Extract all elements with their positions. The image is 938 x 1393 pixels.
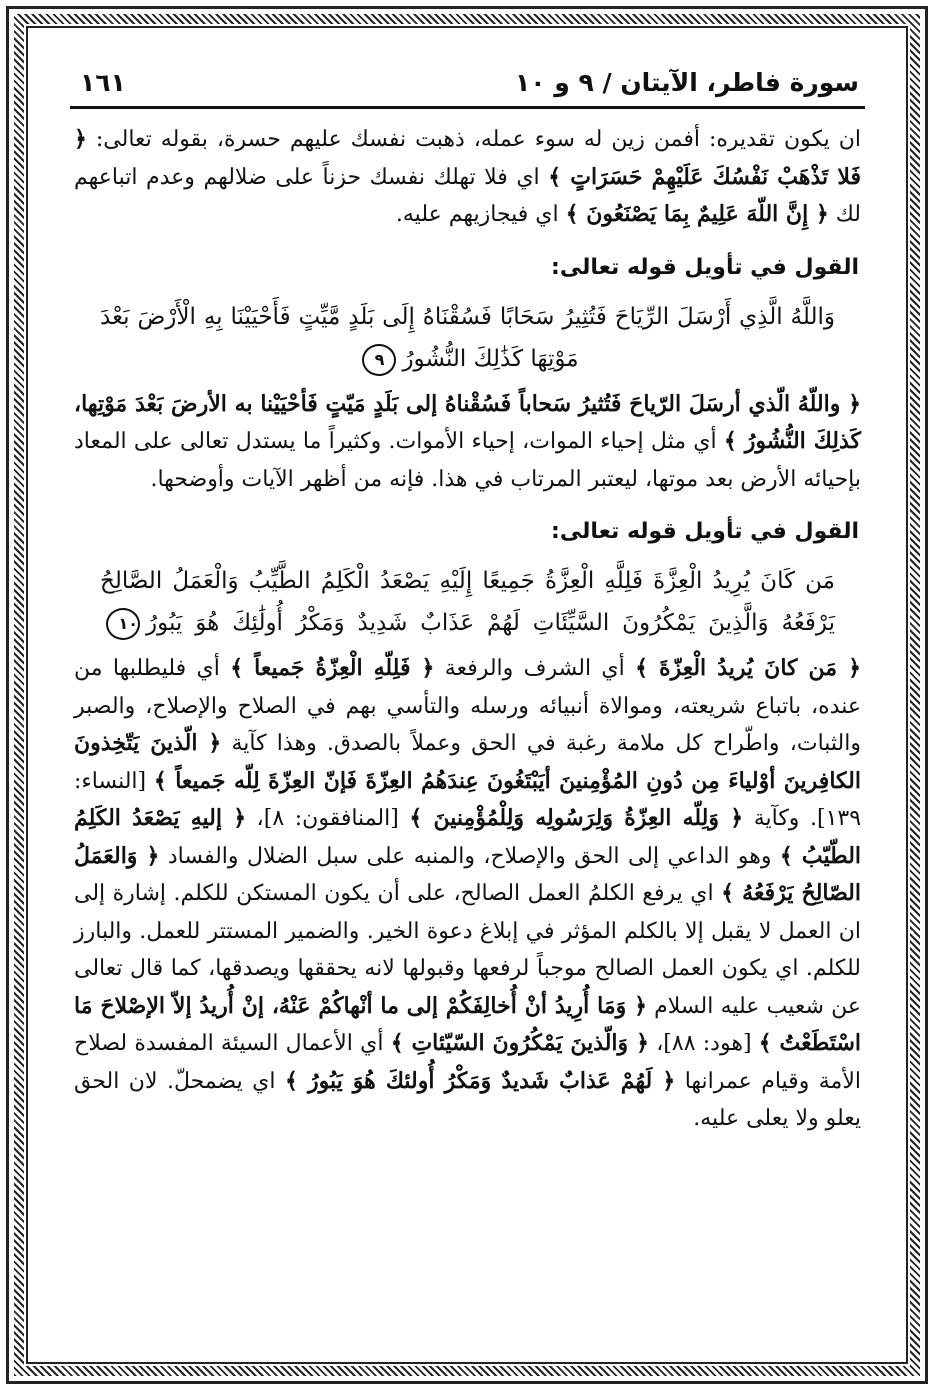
- verse-9-line-2: [100, 338, 835, 380]
- quran-quote: ﴿ إِنَّ اللّهَ عَلِيمٌ بِمَا يَصْنَعُونَ ﴾: [565, 201, 829, 227]
- section-heading-1: القول في تأويل قوله تعالى:: [551, 254, 859, 280]
- book-page: [70, 60, 865, 1350]
- paragraph-2: [70, 386, 865, 499]
- verse-9-line-2-text: مَوْتِهَا كَذَٰلِكَ النُّشُورُ: [402, 345, 579, 372]
- verse-9-block: [100, 296, 835, 380]
- quran-quote: ﴿ وَالّذينَ يَمْكُرُونَ السّيّئاتِ ﴾: [390, 1030, 649, 1056]
- paragraph-3: [70, 650, 865, 1138]
- ayah-number-badge: ١٠: [106, 608, 140, 640]
- paragraph-1-text-1: ان يكون تقديره: أفمن زين له سوء عمله، ذهبت نفسك عليهم حسرة، بقوله تعالى:: [86, 127, 861, 152]
- verse-9-line-1: وَاللَّهُ الَّذِي أَرْسَلَ الرِّيَاحَ فَتُثِيرُ سَحَابًا فَسُقْنَاهُ إِلَى بَلَدٍ مَّيِّتٍ فَأَحْيَيْنَا بِهِ الْأَرْضَ بَعْدَ: [100, 303, 835, 330]
- quran-quote: ﴿ وَلِلّه العِزّةُ وَلِرَسُولِه وَلِلْمُؤْمِنينَ ﴾: [409, 805, 744, 831]
- paragraph-1-text-3: اي فيجازيهم عليه.: [395, 202, 566, 227]
- paragraph-3-text: أي الأعمال السيئة المفسدة لصلاح الأمة وقيام عمرانها: [74, 1031, 861, 1094]
- paragraph-1-text-2: اي فلا تهلك نفسك حزناً على ضلالهم وعدم اتباعهم لك: [74, 164, 861, 227]
- paragraph-3-text: اي يضمحلّ. لان الحق يعلو ولا يعلى عليه.: [74, 1068, 861, 1131]
- quran-quote: ﴿ إليهِ يَصْعَدُ الكَلِمُ الطّيّبُ ﴾: [74, 805, 862, 869]
- quran-quote: ﴿ وَمَا أُرِيدُ أنْ أُخالِفَكُمْ إلى ما أنْهاكُمْ عَنْهُ، إنْ أُريدُ إلاّ الإصْلاحَ مَا اسْتَطَعْتُ ﴾: [74, 992, 862, 1056]
- quran-quote: ﴿ وَالعَمَلُ الصّالِحُ يَرْفَعُهُ ﴾: [74, 842, 861, 906]
- quran-quote: ﴿ فَلا تَذْهَبْ نَفْسُكَ عَلَيْهِمْ حَسَرَاتٍ ﴾: [74, 126, 861, 190]
- running-title: سورة فاطر، الآيتان / ٩ و ١٠: [515, 68, 859, 97]
- section-heading-2: القول في تأويل قوله تعالى:: [551, 519, 859, 544]
- paragraph-3-text: أي الشرف والرفعة: [434, 656, 636, 681]
- quran-quote: ﴿ واللّهُ الّذي أرسَلَ الرّياحَ فَتُثيرُ سَحاباً فَسُقْناهُ إلى بَلَدٍ مَيّتٍ فَأحْيَيْنا به الأرضَ بَعْدَ مَوْتِها، كَذلِكَ النُّشُورُ ﴾: [74, 390, 861, 454]
- paragraph-2-text-1: أي مثل إحياء الموات، إحياء الأموات. وكثيراً ما يستدل تعالى على المعاد بإحيائه الأرض بعد موتها، ليعتبر المرتاب في هذا. فإنه من أظهر الآيات وأوضحها.: [74, 429, 861, 492]
- paragraph-3-text: [المنافقون: ٨]،: [246, 806, 410, 831]
- verse-10-line-1: مَن كَانَ يُرِيدُ الْعِزَّةَ فَلِلَّهِ الْعِزَّةُ جَمِيعًا إِلَيْهِ يَصْعَدُ الْكَلِمُ الطَّيِّبُ وَالْعَمَلُ الصَّالِحُ: [100, 568, 835, 594]
- quran-quote: ﴿ فَلِلّهِ الْعِزّةُ جَميعاً ﴾: [230, 655, 435, 681]
- paragraph-3-text: [النساء: ١٣٩]. وكآية: [74, 768, 862, 831]
- paragraph-3-text: أي فليطلبها من عنده، باتباع شريعته، وموالاة أنبيائه ورسله والتأسي بهم في الصلاح والإصلاح، والصبر والثبات، واطّراح كل ملامة رغبة في الحق وعملاً بالصدق. وهذا كآية: [74, 656, 861, 756]
- ayah-number-badge: ٩: [362, 344, 396, 376]
- page-number: ١٦١: [80, 68, 126, 97]
- verse-10-block: [100, 560, 835, 644]
- quran-quote: ﴿ لَهُمْ عَذابٌ شَديدٌ وَمَكْرُ أُولئكَ هُوَ يَبُورُ ﴾: [284, 1067, 676, 1094]
- verse-10-line-2: [100, 602, 835, 644]
- paragraph-3-text: [هود: ٨٨]،: [648, 1031, 759, 1056]
- quran-quote: ﴿ الّذينَ يَتّخِذونَ الكافِرينَ أوْلياءَ مِن دُونِ المُؤْمِنينَ أيَبْتَغُونَ عِندَهُمُ العِزّةَ فَإنّ العِزّةَ لِلّه جَميعاً ﴾: [74, 730, 861, 794]
- paragraph-1: [70, 121, 865, 234]
- paragraph-3-text: وهو الداعي إلى الحق والإصلاح، والمنبه على سبل الضلال والفساد: [159, 843, 780, 869]
- verse-10-line-2-text: يَرْفَعُهُ وَالَّذِينَ يَمْكُرُونَ السَّيِّئَاتِ لَهُمْ عَذَابٌ شَدِيدٌ وَمَكْرُ أُولَٰئِكَ هُوَ يَبُورُ: [146, 610, 835, 636]
- paragraph-3-text: اي يرفع الكلمُ العمل الصالح، على أن يكون المستكن للكلم. إشارة إلى ان العمل لا يقبل إلا بالكلم المؤثر في إبلاغ دعوة الخير. والضمير المستتر للعمل. والبارز للكلم. اي يكون العمل الصالح موجباً لرفعها وقبولها لانه يحققها ويصدقها، كما قال تعالى عن شعيب عليه السلام: [74, 881, 861, 1019]
- quran-quote: ﴿ مَن كانَ يُريدُ الْعِزّةَ ﴾: [635, 655, 862, 681]
- page-header: [70, 60, 865, 109]
